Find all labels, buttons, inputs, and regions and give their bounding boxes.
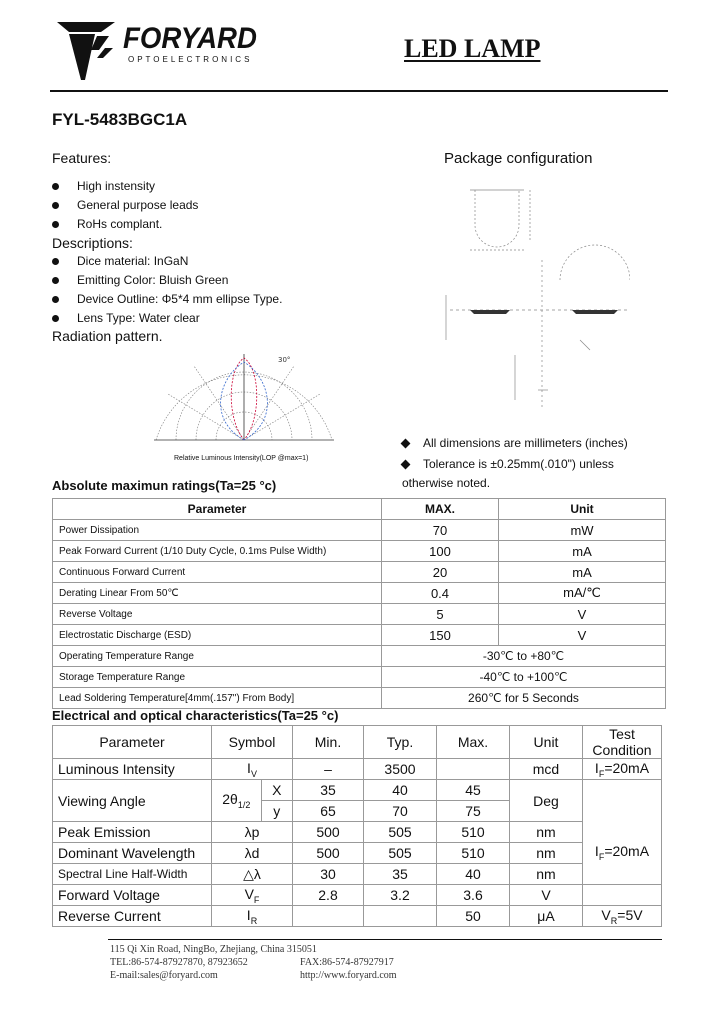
package-config-title: Package configuration <box>444 150 593 167</box>
feature-item: RoHs complant. <box>52 217 162 231</box>
col-header: Test Condition <box>583 726 662 759</box>
footer-fax: FAX:86-574-87927917 <box>300 957 394 968</box>
table-row: Luminous Intensity $I_V$ – 3500 mcd $I_F=20mA$ <box>53 759 662 780</box>
feature-item: General purpose leads <box>52 198 198 212</box>
table-row: Continuous Forward Current 20 mA <box>53 562 666 583</box>
package-note: Tolerance is ±0.25mm(.010") unless otherwise noted. <box>402 457 614 490</box>
col-header: Typ. <box>364 726 437 759</box>
table-row: Storage Temperature Range -40℃ to +100℃ <box>53 667 666 688</box>
eo-table <box>52 725 662 927</box>
table-row: Forward Voltage $V_F$ 2.8 3.2 3.6 V <box>53 885 662 906</box>
package-note: All dimensions are millimeters (inches) <box>402 436 628 450</box>
col-header: Symbol <box>212 726 293 759</box>
description-item: Lens Type: Water clear <box>52 311 200 325</box>
footer-divider <box>108 939 662 940</box>
foryard-logo-icon <box>55 20 125 82</box>
table-row: Derating Linear From 50℃ 0.4 mA/℃ <box>53 583 666 604</box>
eo-title: Electrical and optical characteristics(Ta=25 °c) <box>52 708 339 723</box>
brand-name: FORYARD <box>123 22 257 55</box>
package-drawing <box>430 180 630 420</box>
feature-item: High instensity <box>52 179 155 193</box>
footer-website[interactable]: http://www.foryard.com <box>300 970 397 981</box>
col-header: Parameter <box>53 499 382 520</box>
features-heading: Features: <box>52 150 112 166</box>
col-header: Min. <box>293 726 364 759</box>
table-row: Dominant Wavelength λd 500 505 510 nm <box>53 843 662 864</box>
table-row: Peak Forward Current (1/10 Duty Cycle, 0.1ms Pulse Width) 100 mA <box>53 541 666 562</box>
descriptions-heading: Descriptions: <box>52 235 133 251</box>
header-divider <box>50 90 668 92</box>
radiation-heading: Radiation pattern. <box>52 328 163 344</box>
abs-max-table <box>52 498 666 709</box>
table-row: Electrostatic Discharge (ESD) 150 V <box>53 625 666 646</box>
footer-address: 115 Qi Xin Road, NingBo, Zhejiang, China 315051 <box>110 944 317 955</box>
table-row: Reverse Voltage 5 V <box>53 604 666 625</box>
col-header: Unit <box>510 726 583 759</box>
part-number: FYL-5483BGC1A <box>52 110 188 129</box>
table-row: Viewing Angle $2\theta_{1/2}$ X 35 40 45 Deg <box>53 780 662 801</box>
table-row: Power Dissipation 70 mW <box>53 520 666 541</box>
table-row: y 65 70 75 <box>53 801 662 822</box>
description-item: Dice material: InGaN <box>52 254 188 268</box>
table-row: Peak Emission λp 500 505 510 nm $I_F=20mA$ <box>53 822 662 843</box>
brand-subtitle: OPTOELECTRONICS <box>128 55 253 64</box>
col-header: Parameter <box>53 726 212 759</box>
table-row: Operating Temperature Range -30℃ to +80℃ <box>53 646 666 667</box>
abs-max-title: Absolute maximun ratings(Ta=25 °c) <box>52 478 277 493</box>
col-header: Unit <box>499 499 666 520</box>
table-row: Spectral Line Half-Width △λ 30 35 40 nm <box>53 864 662 885</box>
table-row: Lead Soldering Temperature[4mm(.157") From Body] 260℃ for 5 Seconds <box>53 688 666 709</box>
table-row: Reverse Current $I_R$ 50 μA $V_R=5V$ <box>53 906 662 927</box>
footer-email[interactable]: E-mail:sales@foryard.com <box>110 970 218 981</box>
document-title: LED LAMP <box>404 34 541 63</box>
description-item: Device Outline: Φ5*4 mm ellipse Type. <box>52 292 282 306</box>
radiation-caption: Relative Luminous Intensity(LOP @max=1) <box>174 455 309 462</box>
description-item: Emitting Color: Bluish Green <box>52 273 228 287</box>
col-header: MAX. <box>382 499 499 520</box>
radiation-pattern-diagram <box>148 348 348 448</box>
footer-tel: TEL:86-574-87927870, 87923652 <box>110 957 248 968</box>
col-header: Max. <box>437 726 510 759</box>
svg-text:30°: 30° <box>278 356 291 364</box>
